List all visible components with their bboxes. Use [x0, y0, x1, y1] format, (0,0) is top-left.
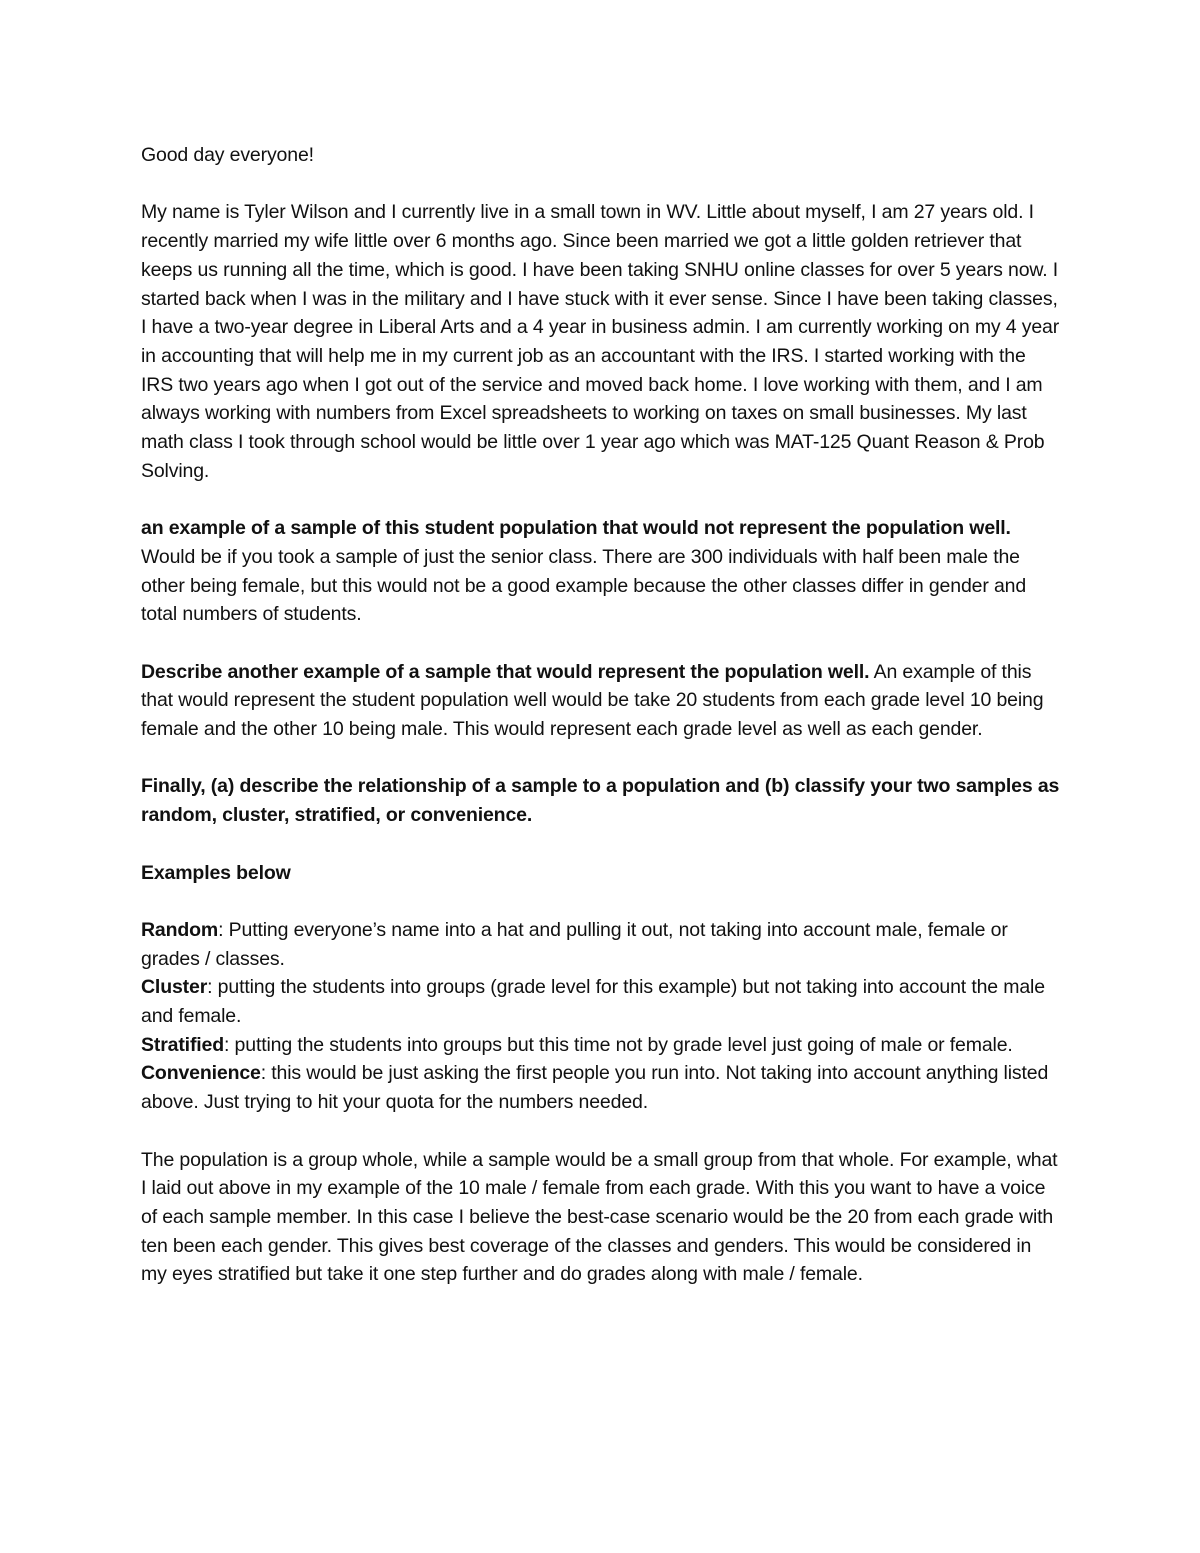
- stratified-term: Stratified: [141, 1033, 225, 1056]
- convenience-term: Convenience: [141, 1062, 261, 1085]
- convenience-definition: [141, 1059, 1061, 1116]
- stratified-text: : putting the students into groups but this time not by grade level just going of male or female.: [224, 1033, 1013, 1056]
- greeting: Good day everyone!: [141, 144, 314, 166]
- question-1-paragraph: [141, 514, 1061, 629]
- convenience-text: : this would be just asking the first people you run into. Not taking into account anything listed above. Just trying to hit your quota for the numbers needed.: [141, 1062, 1049, 1114]
- question-1-answer: Would be if you took a sample of just the senior class. There are 300 individuals with half been male the other being female, but this would not be a good example because the other classes differ in gender and total numbers of students.: [141, 545, 1027, 626]
- intro-paragraph: My name is Tyler Wilson and I currently live in a small town in WV. Little about myself, I am 27 years old. I recently married my wife little over 6 months ago. Since been married we got a little golden retriever that keeps us running all the time, which is good. I have been taking SNHU online classes for over 5 years now. I started back when I was in the military and I have stuck with it ever sense. Since I have been taking classes, I have a two-year degree in Liberal Arts and a 4 year in business admin. I am currently working on my 4 year in accounting that will help me in my current job as an accountant with the IRS. I started working with the IRS two years ago when I got out of the service and moved back home. I love working with them, and I am always working with numbers from Excel spreadsheets to working on taxes on small businesses. My last math class I took through school would be little over 1 year ago which was MAT-125 Quant Reason & Prob Solving.: [141, 201, 1060, 482]
- document-body: [141, 141, 1061, 1318]
- cluster-text: : putting the students into groups (grade level for this example) but not taking into account the male and female.: [141, 976, 1045, 1027]
- examples-heading: Examples below: [141, 861, 291, 884]
- cluster-definition: [141, 973, 1061, 1030]
- random-definition: [141, 916, 1061, 973]
- stratified-definition: [141, 1031, 1061, 1060]
- question-3-paragraph: [141, 772, 1061, 829]
- cluster-term: Cluster: [141, 976, 208, 999]
- question-2-answer: An example of this that would represent the student population well would be take 20 students from each grade level 10 being female and the other 10 being male. This would represent each grade level as well as each gender.: [141, 660, 1044, 741]
- question-2-prompt: Describe another example of a sample that would represent the population well.: [141, 660, 870, 683]
- random-term: Random: [141, 918, 219, 941]
- question-2-paragraph: [141, 658, 1061, 744]
- question-1-prompt: an example of a sample of this student population that would not represent the population well.: [141, 517, 1011, 540]
- question-3-prompt: Finally, (a) describe the relationship of a sample to a population and (b) classify your two samples as random, cluster, stratified, or convenience.: [141, 775, 1060, 827]
- examples-heading-paragraph: [141, 859, 1061, 888]
- random-text: : Putting everyone’s name into a hat and pulling it out, not taking into account male, female or grades / classes.: [141, 918, 1008, 970]
- conclusion-paragraph: The population is a group whole, while a sample would be a small group from that whole. For example, what I laid out above in my example of the 10 male / female from each grade. With this you want to have a voice of each sample member. In this case I believe the best-case scenario would be the 20 from each grade with ten been each gender. This gives best coverage of the classes and genders. This would be considered in my eyes stratified but take it one step further and do grades along with male / female.: [141, 1148, 1058, 1286]
